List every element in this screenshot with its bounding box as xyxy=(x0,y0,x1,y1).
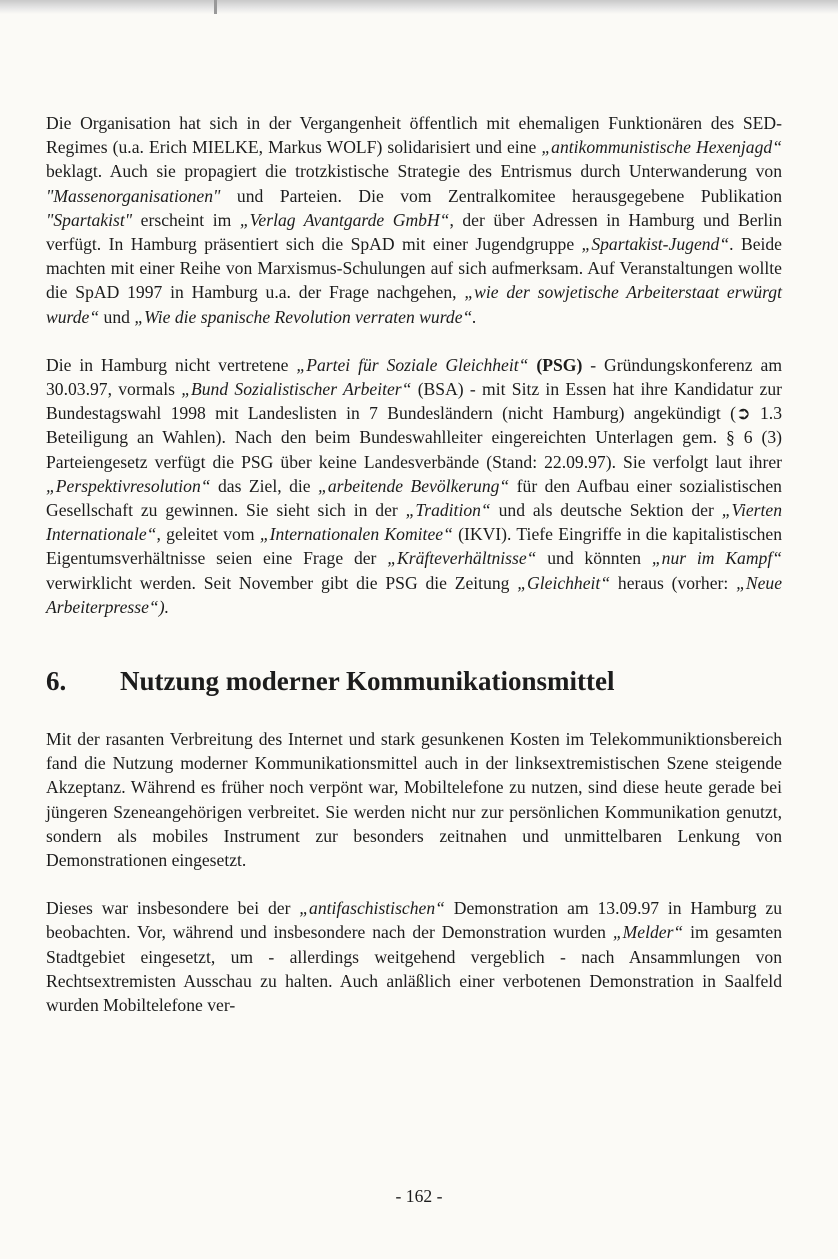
quoted-term: „Neue Arbeiterpresse“). xyxy=(46,572,782,617)
paragraph xyxy=(46,353,782,619)
text-run: Dieses war insbesondere bei der xyxy=(46,898,300,919)
paragraph xyxy=(46,727,782,872)
text-run: erscheint im xyxy=(132,209,240,230)
text-run: und könnten xyxy=(536,548,652,569)
quoted-term: „Vierten Internationale“ xyxy=(46,500,782,545)
paragraphs-bottom xyxy=(46,727,782,1017)
quoted-term: „Bund Sozialistischer Arbeiter“ xyxy=(181,379,412,400)
quoted-term: „antikommunistische Hexenjagd“ xyxy=(541,137,782,158)
quoted-term: „Spartakist-Jugend“ xyxy=(581,234,730,255)
quoted-term: „Perspektivresolution“ xyxy=(46,475,211,496)
text-run: und als deutsche Sektion der xyxy=(490,500,722,521)
text-run: und xyxy=(99,306,135,327)
text-run: . Beide machten mit einer Reihe von Marxismus-Schulungen auf sich aufmerksam. Auf Veranstaltungen wollte die SpAD 1997 in Hamburg u.a. der Frage nachgehen, xyxy=(46,234,782,303)
quoted-term: „wie der sowjetische Arbeiterstaat erwürgt wurde“ xyxy=(46,282,782,327)
quoted-term: „Partei für Soziale Gleichheit“ xyxy=(296,354,529,375)
quoted-term: „Melder“ xyxy=(612,922,684,943)
paragraphs-top xyxy=(46,111,782,619)
quoted-term: „antifaschistischen“ xyxy=(299,898,445,919)
text-run: (BSA) - mit Sitz in Essen hat ihre Kandidatur zur Bundestagswahl 1998 mit Landeslisten in 7 Bundesländern (nicht Hamburg) angekündigt ( xyxy=(46,379,782,424)
text-run: , geleitet vom xyxy=(156,524,260,545)
quoted-term: „arbeitende Bevölkerung“ xyxy=(318,475,510,496)
scan-mark xyxy=(214,0,217,14)
text-run: im gesamten Stadtgebiet eingesetzt, um - allerdings weitgehend vergeblich - nach Ansammlungen von Rechtsextremisten Ausschau zu halten. Auch anläßlich einer verbotenen Demonstration in Saalfeld wurden Mobiltelefone ver- xyxy=(46,922,782,1016)
quoted-term: „Tradition“ xyxy=(405,500,491,521)
arrow-icon: ➲ xyxy=(735,403,751,424)
text-run: für den Aufbau einer sozialistischen Gesellschaft zu gewinnen. Sie sieht sich in der xyxy=(46,475,782,521)
quoted-term: „Gleichheit“ xyxy=(517,572,611,593)
text-run: Die Organisation hat sich in der Vergangenheit öffentlich mit ehemaligen Funktionären des SED-Regimes (u.a. Erich MIELKE, Markus WOLF) solidarisiert und eine xyxy=(46,113,782,158)
text-run: Demonstration am 13.09.97 in Hamburg zu beobachten. Vor, während und insbesondere nach der Demonstration wurden xyxy=(46,898,782,943)
scan-edge xyxy=(0,0,838,14)
quoted-term: "Spartakist" xyxy=(46,209,133,230)
text-run: (IKVI). Tiefe Eingriffe in die kapitalistischen Eigentumsverhältnisse seien eine Frage der xyxy=(46,524,783,569)
text-run: - Gründungskonferenz am 30.03.97, vormals xyxy=(46,354,783,400)
section-number: 6. xyxy=(46,666,67,697)
paragraph xyxy=(46,111,782,329)
quoted-term: „Wie die spanische Revolution verraten wurde“. xyxy=(134,306,477,327)
bold-term: (PSG) xyxy=(536,354,583,375)
quoted-term: „Kräfteverhältnisse“ xyxy=(387,548,537,569)
text-run: verwirklicht werden. Seit November gibt die PSG die Zeitung xyxy=(46,572,518,593)
text-run: beklagt. Auch sie propagiert die trotzkistische Strategie des Entrismus durch Unterwanderung von xyxy=(46,161,782,182)
text-run: heraus (vorher: xyxy=(610,572,737,593)
section-heading xyxy=(46,665,782,697)
text-run: , der über Adressen in Hamburg und Berlin verfügt. In Hamburg präsentiert sich die SpAD mit einer Jugendgruppe xyxy=(46,209,782,255)
quoted-term: „nur im Kampf“ xyxy=(651,548,782,569)
text-run: und Parteien. Die vom Zentralkomitee herausgegebene Publikation xyxy=(220,185,782,206)
paragraph xyxy=(46,896,782,1017)
section-title: Nutzung moderner Kommunikationsmittel xyxy=(120,666,615,697)
quoted-term: "Massenorganisationen" xyxy=(46,185,221,206)
page-number: - 162 - xyxy=(395,1186,443,1206)
quoted-term: „Verlag Avantgarde GmbH“ xyxy=(239,209,450,230)
document-page xyxy=(46,111,782,1017)
text-run: Die in Hamburg nicht vertretene xyxy=(46,354,297,375)
text-run: 1.3 Beteiligung an Wahlen). Nach den beim Bundeswahlleiter eingereichten Unterlagen gem. § 6 (3) Parteiengesetz verfügt die PSG über keine Landesverbände (Stand: 22.09.97). Sie verfolgt laut ihrer xyxy=(46,403,782,472)
quoted-term: „Internationalen Komitee“ xyxy=(259,524,453,545)
text-run: das Ziel, die xyxy=(210,475,319,496)
text-run: Mit der rasanten Verbreitung des Internet und stark gesunkenen Kosten im Telekommuniktionsbereich fand die Nutzung moderner Kommunikationsmittel auch in der linksextremistischen Szene steigende Akzeptanz. Während es früher noch verpönt war, Mobiltelefone zu nutzen, sind diese heute gerade bei jüngeren Szeneangehörigen verbreitet. Sie werden nicht nur zur persönlichen Kommunikation genutzt, sondern als mobiles Instrument zur besonders zeitnahen und unmittelbaren Lenkung von Demonstrationen eingesetzt. xyxy=(46,729,782,871)
